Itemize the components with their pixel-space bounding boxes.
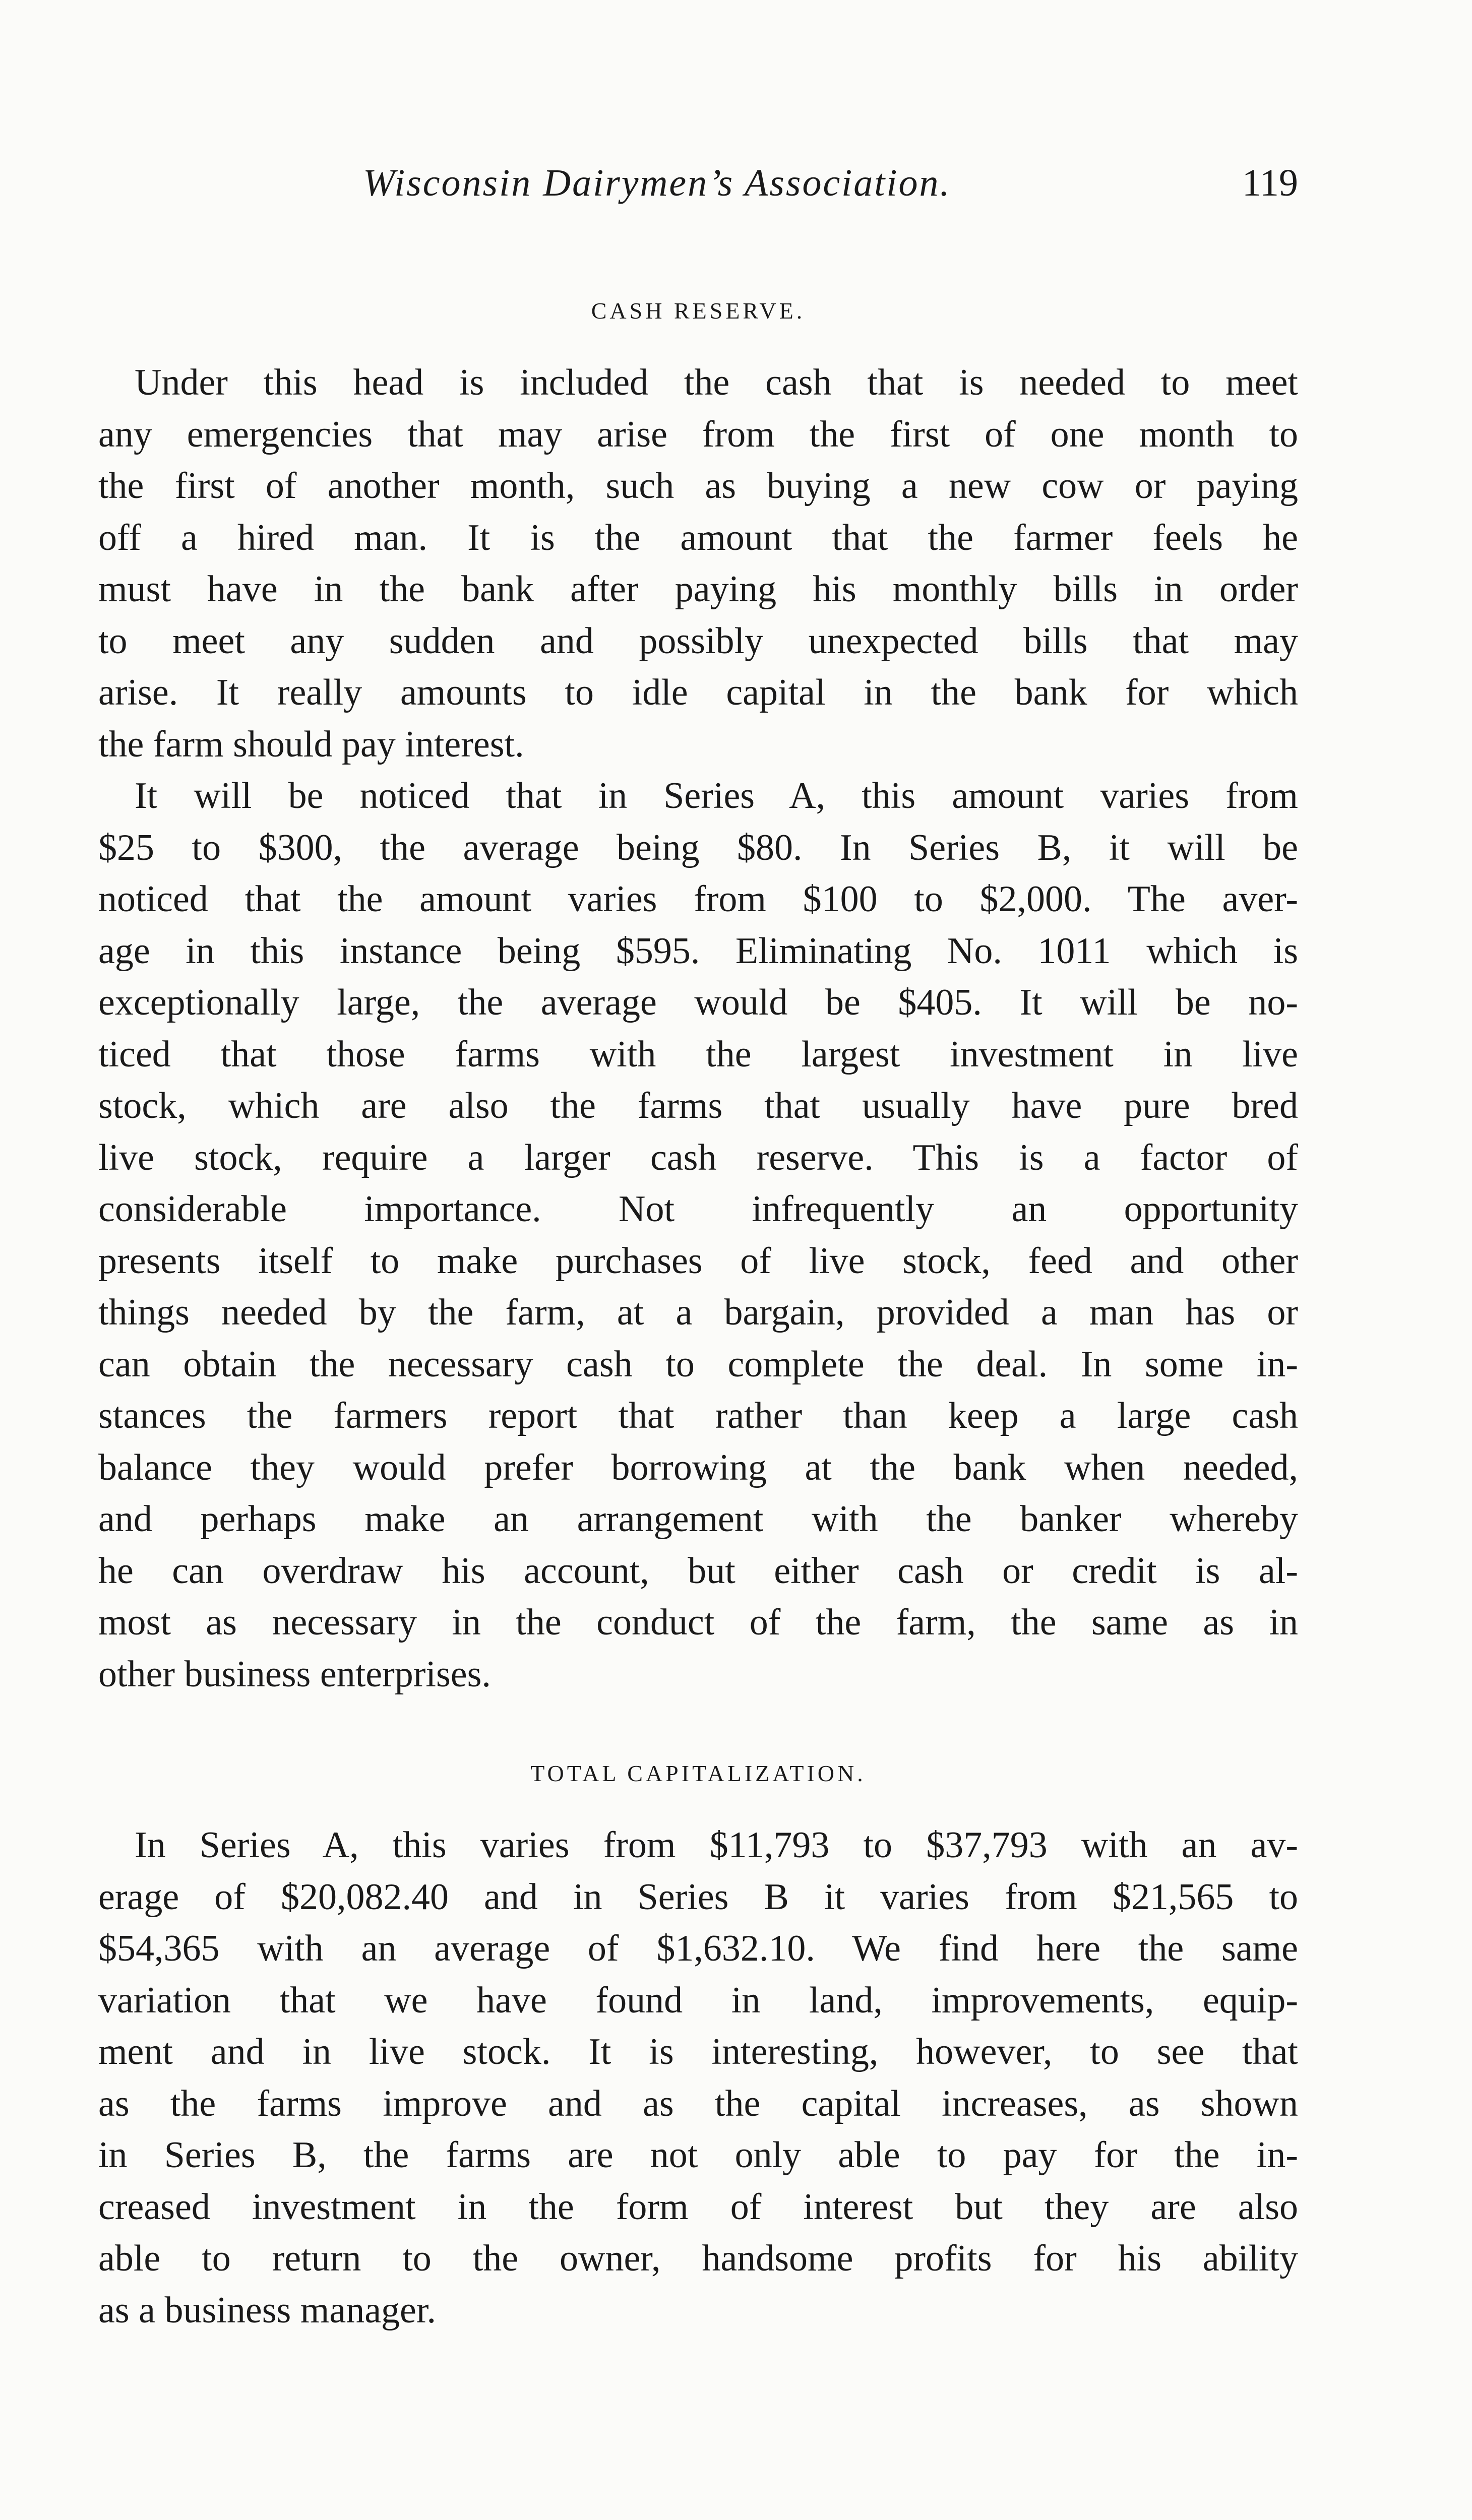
text-line: variation that we have found in land, improvements, equip-	[98, 1979, 1298, 2021]
text-line: exceptionally large, the average would be $405. It will be no-	[98, 982, 1298, 1023]
text-line: in Series B, the farms are not only able to pay for the in-	[98, 2134, 1298, 2176]
text-line: he can overdraw his account, but either cash or credit is al-	[98, 1550, 1298, 1592]
text-line: Under this head is included the cash that is needed to meet	[135, 362, 1298, 403]
text-line: presents itself to make purchases of live stock, feed and other	[98, 1240, 1298, 1282]
text-line: most as necessary in the conduct of the farm, the same as in	[98, 1602, 1298, 1643]
text-line: and perhaps make an arrangement with the banker whereby	[98, 1498, 1298, 1540]
text-line: erage of $20,082.40 and in Series B it varies from $21,565 to	[98, 1876, 1298, 1918]
text-line: to meet any sudden and possibly unexpected bills that may	[98, 620, 1298, 662]
text-line: other business enterprises.	[98, 1653, 491, 1695]
section-heading-cash-reserve: CASH RESERVE.	[591, 298, 806, 324]
running-head	[98, 161, 1298, 217]
text-line: noticed that the amount varies from $100 to $2,000. The aver-	[98, 878, 1298, 920]
text-line: live stock, require a larger cash reserve. This is a factor of	[98, 1137, 1298, 1178]
paragraph-cash-reserve-2	[98, 770, 1298, 1700]
text-line: the first of another month, such as buying a new cow or paying	[98, 465, 1298, 507]
text-line: In Series A, this varies from $11,793 to $37,793 with an av-	[135, 1824, 1298, 1866]
text-line: stock, which are also the farms that usually have pure bred	[98, 1085, 1298, 1126]
text-line: off a hired man. It is the amount that the farmer feels he	[98, 517, 1298, 558]
text-line: arise. It really amounts to idle capital in the bank for which	[98, 672, 1298, 713]
section-heading-total-capitalization: TOTAL CAPITALIZATION.	[530, 1760, 866, 1786]
text-line: stances the farmers report that rather than keep a large cash	[98, 1395, 1298, 1436]
text-line: considerable importance. Not infrequently an opportunity	[98, 1188, 1298, 1230]
text-line: creased investment in the form of interest but they are also	[98, 2186, 1298, 2228]
text-line: as a business manager.	[98, 2289, 436, 2331]
text-line: as the farms improve and as the capital increases, as shown	[98, 2083, 1298, 2124]
text-line: the farm should pay interest.	[98, 723, 524, 765]
text-line: things needed by the farm, at a bargain, provided a man has or	[98, 1292, 1298, 1333]
text-line: ment and in live stock. It is interesting, however, to see that	[98, 2031, 1298, 2072]
text-line: any emergencies that may arise from the first of one month to	[98, 413, 1298, 455]
paragraph-cash-reserve-1	[98, 357, 1298, 770]
text-line: balance they would prefer borrowing at the bank when needed,	[98, 1446, 1298, 1488]
text-line: must have in the bank after paying his monthly bills in order	[98, 569, 1298, 610]
paragraph-total-capitalization	[98, 1819, 1298, 2336]
text-line: It will be noticed that in Series A, this amount varies from	[135, 775, 1298, 816]
running-title: Wisconsin Dairymen’s Association.	[363, 162, 951, 204]
text-line: can obtain the necessary cash to complete the deal. In some in-	[98, 1343, 1298, 1385]
text-line: $54,365 with an average of $1,632.10. We find here the same	[98, 1928, 1298, 1969]
text-line: able to return to the owner, handsome profits for his ability	[98, 2238, 1298, 2279]
text-line: $25 to $300, the average being $80. In Series B, it will be	[98, 827, 1298, 868]
text-line: age in this instance being $595. Eliminating No. 1011 which is	[98, 930, 1298, 972]
text-line: ticed that those farms with the largest investment in live	[98, 1033, 1298, 1075]
page-number: 119	[1242, 162, 1298, 204]
